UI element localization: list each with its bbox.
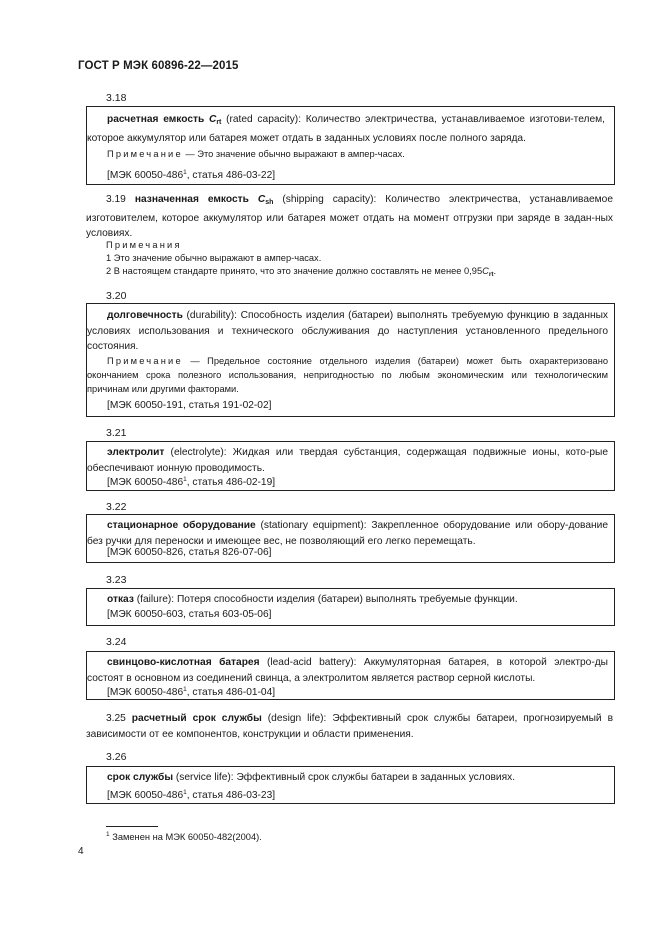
entry-3-23-number: 3.23: [106, 574, 127, 586]
entry-3-18-reference: [МЭК $60050-486^1$, статья 486-03-22]: [107, 169, 276, 181]
entry-3-21-number: 3.21: [106, 427, 127, 439]
entry-3-20-number: 3.20: [106, 290, 127, 302]
entry-3-18-box: [86, 106, 615, 185]
entry-3-19-notes-label: Примечания: [106, 240, 182, 250]
entry-3-26-number: 3.26: [106, 751, 127, 763]
entry-3-18-number: 3.18: [106, 92, 127, 104]
entry-3-19-note-1: 1 Это значение обычно выражают в ампер-часах.: [106, 253, 322, 263]
entry-3-21-box: [86, 441, 615, 491]
entry-3-25-definition: 3.25 расчетный срок службы (design life): Эффективный срок службы батареи, прогнозируемый в зависимости от ее компонентов, конструкции и области применения.: [86, 713, 613, 740]
footnote: $^1$ Заменен на МЭК 60050-482(2004).: [106, 831, 262, 842]
entry-3-23-definition: отказ (failure): Потеря способности изделия (батареи) выполнять требуемые функции.: [107, 594, 518, 605]
entry-3-20-reference: [МЭК 60050-191, статья 191-02-02]: [107, 400, 272, 411]
entry-3-22-reference: [МЭК 60050-826, статья 826-07-06]: [107, 547, 272, 558]
entry-3-24-box: [86, 651, 615, 700]
entry-3-26-definition: срок службы (service life): Эффективный срок службы батареи в заданных условиях.: [107, 772, 516, 783]
entry-3-18-definition: расчетная емкость $C_{rt}$ (rated capacity): Количество электричества, устанавливаемое изготови-телем, которое аккумулятор или батарея может отдать в заданных условиях после полного заряда.: [87, 114, 605, 144]
entry-3-26-reference: [МЭК $60050-486^1$, статья 486-03-23]: [107, 789, 276, 801]
entry-3-24-number: 3.24: [106, 636, 127, 648]
entry-3-21-definition: электролит (electrolyte): Жидкая или твердая субстанция, содержащая подвижные ионы, кото-рые обеспечивают ионную проводимость.: [87, 447, 608, 474]
entry-3-24-definition: свинцово-кислотная батарея (lead-acid battery): Аккумуляторная батарея, в которой электро-ды состоят в основном из соединений свинца, а электролитом является раствор серной кислоты.: [87, 657, 609, 684]
entry-3-19-definition: 3.19 назначенная емкость $C_{sh}$ (shipping capacity): Количество электричества, устанавливаемое изготовителем, которое аккумулятор или батарея может отдать на момент отгрузки при заряде в задан-ных условиях.: [86, 194, 613, 240]
footnote-divider: [106, 826, 158, 827]
entry-3-20-definition: долговечность (durability): Способность изделия (батареи) выполнять требуемую функцию в заданных условиях использования и технического обслуживания до наступления установленного предельного состояния.: [87, 310, 608, 353]
entry-3-21-reference: [МЭК $60050-486^1$, статья 486-02-19]: [107, 476, 276, 488]
entry-3-26-box: [86, 766, 615, 804]
entry-3-20-note: Примечание — Предельное состояние отдельного изделия (батареи) может быть охарактеризовано окончанием срока полезного использования, непригодностью по любым экономическим или технологическим причинам или другими факторами.: [87, 356, 608, 395]
entry-3-22-box: [86, 514, 615, 563]
page-number: 4: [78, 846, 84, 857]
entry-3-20-box: [86, 303, 615, 417]
entry-3-19-note-2: 2 В настоящем стандарте принято, что это значение должно составлять не менее $0,95C_{rt}$.: [106, 266, 497, 278]
document-header: ГОСТ Р МЭК 60896-22—2015: [78, 60, 239, 72]
entry-3-23-box: [86, 588, 615, 626]
entry-3-24-reference: [МЭК $60050-486^1$, статья 486-01-04]: [107, 686, 276, 698]
entry-3-23-reference: [МЭК 60050-603, статья 603-05-06]: [107, 609, 272, 620]
entry-3-18-note: Примечание — Это значение обычно выражают в ампер-часах.: [107, 149, 405, 159]
entry-3-22-number: 3.22: [106, 501, 127, 513]
entry-3-22-definition: стационарное оборудование (stationary equipment): Закрепленное оборудование или обору-дование без ручки для переноски и имеющее вес, не позволяющий его легко перемещать.: [87, 520, 608, 547]
